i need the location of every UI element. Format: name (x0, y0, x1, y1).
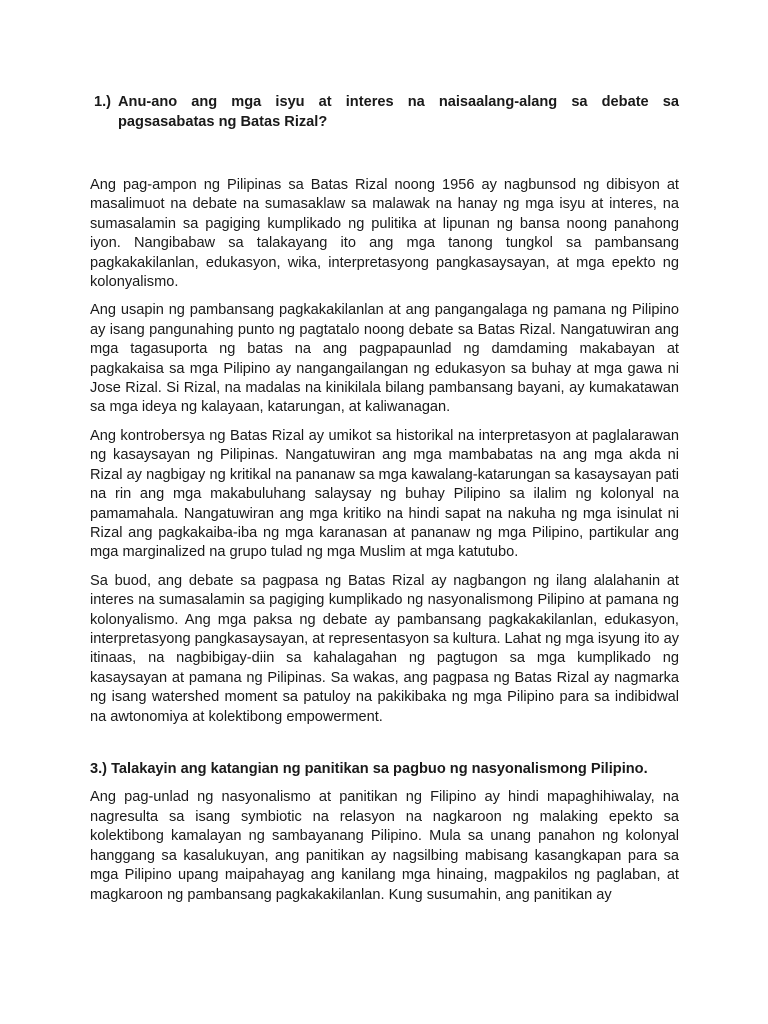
question-1-heading (94, 93, 679, 132)
question-1-text: Anu-ano ang mga isyu at interes na naisaalang-alang sa debate sa pagsasabatas ng Batas Rizal? (118, 94, 679, 130)
answer-3-paragraph-1: Ang pag-unlad ng nasyonalismo at panitikan ng Filipino ay hindi mapaghihiwalay, na nagresulta sa isang symbiotic na relasyon na nagkaroon ng malaking epekto sa kolektibong kamalayan ng sambayanang Pilipino. Mula sa unang panahon ng kolonyal hanggang sa kasalukuyan, ang panitikan ay nagsilbing mabisang kasangkapan para sa mga Pilipino upang maipahayag ang kanilang mga hinaing, magpakilos ng paglaban, at magkaroon ng pambansang pagkakakilanlan. Kung susumahin, ang panitikan ay (90, 789, 679, 903)
question-3-text: 3.) Talakayin ang katangian ng panitikan sa pagbuo ng nasyonalismong Pilipino. (90, 760, 648, 777)
answer-1-paragraph-3: Ang kontrobersya ng Batas Rizal ay umikot sa historikal na interpretasyon at paglalarawan ng kasaysayan ng Pilipinas. Nangatuwiran ang mga mambabatas na ang mga akda ni Rizal ay nagbigay ng kritikal na pananaw sa mga kawalang-katarungan sa kasaysayan pati na rin ang mga makabuluhang salaysay ng buhay Pilipino sa ilalim ng kolonyal na pamamahala. Nangatuwiran ang mga kritiko na hindi sapat na nakuha ng mga isinulat ni Rizal ang pagkakaiba-iba ng mga karanasan at pananaw ng mga Pilipino, partikular ang mga marginalized na grupo tulad ng mga Muslim at mga katutubo. (90, 427, 679, 561)
document-page (90, 0, 679, 905)
answer-1-paragraph-4: Sa buod, ang debate sa pagpasa ng Batas Rizal ay nagbangon ng ilang alalahanin at interes na sumasalamin sa pagiging kumplikado ng nasyonalismong Pilipino at pamana ng kolonyalismo. Ang mga paksa ng debate ay pambansang pagkakakilanlan, edukasyon, interpretasyong pangkasaysayan, at representasyon sa kultura. Lahat ng mga isyung ito ay itinaas, na nagbibigay-diin sa kahalagahan ng pagtugon sa mga kumplikado ng kasaysayan at pamana ng Pilipinas. Sa wakas, ang pagpasa ng Batas Rizal ay nagmarka ng isang watershed moment sa patuloy na pakikibaka ng mga Pilipino para sa indibidwal na awtonomiya at kolektibong empowerment. (90, 572, 679, 725)
answer-1-paragraph-1: Ang pag-ampon ng Pilipinas sa Batas Rizal noong 1956 ay nagbunsod ng dibisyon at masalimuot na debate na sumasaklaw sa malawak na hanay ng mga isyu at interes, na sumasalamin sa pagiging kumplikado ng pulitika at lipunan ng bansa noong panahong iyon. Nangibabaw sa talakayang ito ang mga tanong tungkol sa pambansang pagkakakilanlan, edukasyon, wika, interpretasyong pangkasaysayan, at mga epekto ng kolonyalismo. (90, 177, 679, 291)
question-3-heading (90, 760, 679, 780)
answer-1-paragraph-2: Ang usapin ng pambansang pagkakakilanlan at ang pangangalaga ng pamana ng Pilipino ay isang pangunahing punto ng pagtatalo noong debate sa Batas Rizal. Nangatuwiran ang mga tagasuporta ng batas na ang pagpapaunlad ng damdaming makabayan at pagkakaisa sa mga Pilipino ay nangangailangan ng edukasyon sa buhay at mga gawa ni Jose Rizal. Si Rizal, na madalas na kinikilala bilang pambansang bayani, ay kumakatawan sa mga ideya ng kalayaan, katarungan, at kaliwanagan. (90, 302, 679, 416)
question-1-number: 1.) (94, 94, 112, 110)
